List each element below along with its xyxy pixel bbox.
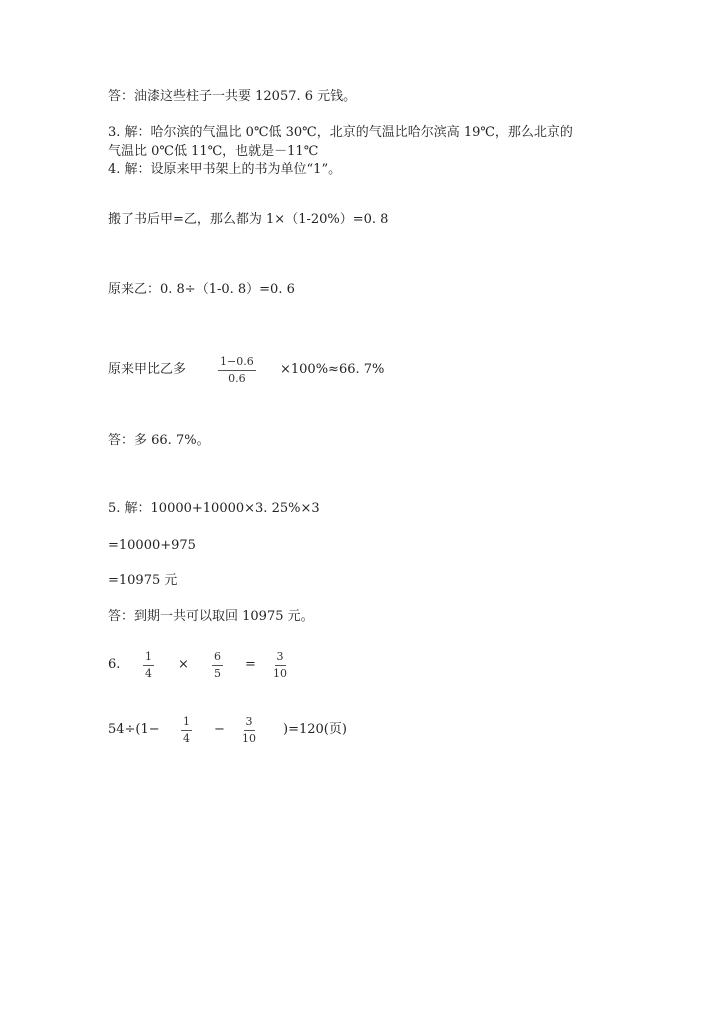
fraction-numerator: 3 bbox=[244, 715, 255, 731]
q4-step1: 搬了书后甲=乙，那么都为 1×（1-20%）=0. 8 bbox=[108, 212, 389, 227]
q5-intro: 5. 解：10000+10000×3. 25%×3 bbox=[108, 501, 320, 516]
fraction-denominator: 10 bbox=[242, 732, 256, 745]
q4-step2: 原来乙：0. 8÷（1-0. 8）=0. 6 bbox=[108, 282, 295, 297]
minus-sign: − bbox=[214, 722, 225, 737]
q4-answer: 答：多 66. 7%。 bbox=[108, 433, 210, 448]
q6-label: 6. bbox=[108, 657, 121, 672]
fraction-numerator: 1 bbox=[181, 715, 192, 731]
q6-line2-suffix: )=120(页) bbox=[283, 722, 347, 737]
q4-step3-suffix: ×100%≈66. 7% bbox=[280, 362, 385, 377]
fraction-denominator: 5 bbox=[214, 667, 221, 680]
q5-step1: =10000+975 bbox=[108, 538, 196, 553]
fraction-numerator: 1 bbox=[143, 650, 154, 666]
q6-line2-fraction-1 bbox=[181, 715, 192, 746]
fraction-denominator: 0.6 bbox=[228, 372, 246, 385]
q6-fraction-3 bbox=[273, 650, 287, 681]
equals-sign: = bbox=[245, 657, 256, 672]
q3-solution-line2: 气温比 0℃低 11℃，也就是－11℃ bbox=[108, 144, 319, 159]
q5-answer: 答：到期一共可以取回 10975 元。 bbox=[108, 609, 314, 624]
q5-step2: =10975 元 bbox=[108, 573, 178, 588]
answer-paint-cost: 答：油漆这些柱子一共要 12057. 6 元钱。 bbox=[108, 89, 357, 104]
q4-step3-fraction bbox=[218, 355, 256, 386]
fraction-numerator: 6 bbox=[212, 650, 223, 666]
q4-step3-prefix: 原来甲比乙多 bbox=[108, 362, 187, 377]
q4-intro: 4. 解：设原来甲书架上的书为单位“1”。 bbox=[108, 162, 342, 177]
fraction-numerator: 3 bbox=[275, 650, 286, 666]
fraction-numerator: 1−0.6 bbox=[218, 355, 256, 371]
q6-line2-prefix: 54÷(1− bbox=[108, 722, 160, 737]
times-sign: × bbox=[178, 657, 189, 672]
fraction-denominator: 10 bbox=[273, 667, 287, 680]
q6-fraction-2 bbox=[212, 650, 223, 681]
q6-fraction-1 bbox=[143, 650, 154, 681]
fraction-denominator: 4 bbox=[183, 732, 190, 745]
q6-line2-fraction-2 bbox=[242, 715, 256, 746]
q3-solution-line1: 3. 解：哈尔滨的气温比 0℃低 30℃，北京的气温比哈尔滨高 19℃，那么北京的 bbox=[108, 125, 573, 140]
fraction-denominator: 4 bbox=[145, 667, 152, 680]
